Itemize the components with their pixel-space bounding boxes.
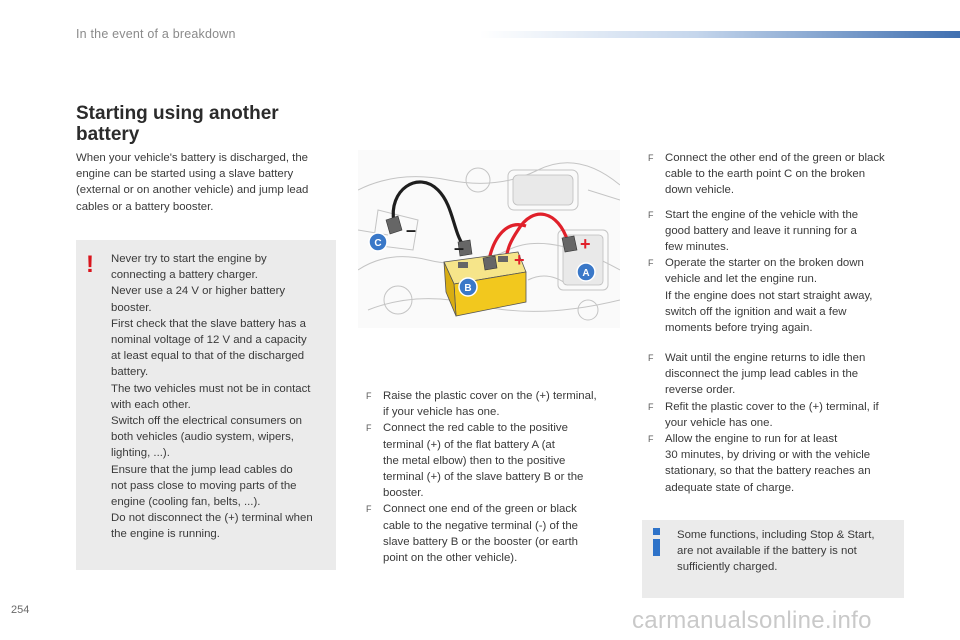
bullet-icon: F [648,353,654,363]
step-line: moments before trying again. [665,322,813,335]
bullet-icon: F [366,423,372,434]
warning-line: nominal voltage of 12 V and a capacity [111,334,307,347]
title-line-2: battery [76,124,140,145]
step-line: switch off the ignition and wait a few [665,305,847,318]
step-line: terminal (+) of the slave battery B or the [383,471,584,484]
header-gradient-bar [480,31,960,38]
step-line: Wait until the engine returns to idle then [665,352,866,364]
warning-line: both vehicles (audio system, wipers, [111,431,294,444]
info-text [677,527,899,576]
warning-line: the engine is running. [111,528,220,541]
step-line: cable to the earth point C on the broken [665,168,866,181]
steps-list-right-bottom [648,350,910,496]
step-line: If the engine does not start straight away, [665,289,873,302]
step-line: 30 minutes, by driving or with the vehicle [665,449,871,462]
warning-text [111,251,333,543]
step-line: Connect one end of the green or black [383,503,577,516]
step-line: disconnect the jump lead cables in the [665,368,859,381]
step-line: if your vehicle has one. [383,406,500,419]
section-header: In the event of a breakdown [76,27,236,41]
step-item [648,431,910,496]
step-item [366,388,616,420]
warning-line: The two vehicles must not be in contact [111,382,311,395]
info-box [642,520,904,598]
warning-line: Never use a 24 V or higher battery [111,285,286,298]
info-line: are not available if the battery is not [677,545,857,558]
warning-box [76,240,336,570]
step-line: slave battery B or the booster (or earth [383,535,579,548]
minus-sign-b: – [454,238,465,258]
info-icon [652,528,662,562]
warning-line: connecting a battery charger. [111,269,258,282]
label-b [459,278,477,296]
step-line: stationary, so that the battery reaches an [665,465,871,478]
label-a-text: A [582,268,590,279]
step-line: booster. [383,487,424,500]
step-line: Operate the starter on the broken down [665,257,864,270]
warning-line: Never try to start the engine by [111,253,267,265]
label-c-text: C [374,238,382,249]
plus-sign-a: + [580,234,591,254]
warning-line: Switch off the electrical consumers on [111,415,302,428]
page-title [76,103,346,145]
warning-line: at least equal to that of the discharged [111,350,305,363]
step-line: good battery and leave it running for a [665,224,857,237]
page-number: 254 [11,604,30,616]
warning-exclamation-icon: ! [86,251,94,278]
steps-list-right-top [648,150,910,336]
step-line: Refit the plastic cover to the (+) terminal, if [665,400,879,413]
step-line: terminal (+) of the flat battery A (at [383,438,555,451]
bullet-icon: F [648,434,654,445]
info-line: sufficiently charged. [677,561,778,574]
step-line: Start the engine of the vehicle with the [665,208,859,221]
step-line: point on the other vehicle). [383,552,518,565]
step-item [648,207,910,256]
warning-line: Ensure that the jump lead cables do [111,463,293,476]
warning-line: booster. [111,301,152,314]
warning-line: Do not disconnect the (+) terminal when [111,512,313,525]
watermark: carmanualsonline.info [632,607,872,634]
bullet-icon: F [648,153,654,163]
warning-line: with each other. [111,398,191,411]
jump-start-illustration [358,150,620,328]
minus-sign-c: – [406,220,417,240]
step-line: Connect the other end of the green or black [665,152,885,164]
step-item [648,150,910,199]
step-line: down vehicle. [665,184,735,197]
label-b-text: B [464,283,472,294]
step-line: cable to the negative terminal (-) of the [383,519,579,532]
step-item [366,420,616,501]
info-line: Some functions, including Stop & Start, [677,529,875,541]
warning-line: lighting, ...). [111,447,170,460]
step-line: the metal elbow) then to the positive [383,454,566,467]
label-c [369,233,387,251]
plus-sign-b: + [514,250,525,270]
intro-paragraph: When your vehicle's battery is discharged, the engine can be started using a slave battery (external or on another vehicle) and jump lead cables or a battery booster. [76,152,309,213]
bullet-icon: F [648,209,654,220]
bullet-icon: F [366,504,372,515]
warning-line: engine (cooling fan, belts, ...). [111,496,261,509]
label-a [577,263,595,281]
step-item [648,255,910,336]
step-line: few minutes. [665,241,729,254]
step-item [648,350,910,399]
bullet-icon: F [648,258,654,269]
steps-list-middle [366,388,616,566]
engine-bay-drawing [358,150,620,328]
warning-line: not pass close to moving parts of the [111,479,297,492]
step-line: Raise the plastic cover on the (+) terminal, [383,390,597,402]
step-line: your vehicle has one. [665,416,773,429]
title-line-1: Starting using another [76,103,279,124]
step-line: reverse order. [665,384,736,397]
warning-line: First check that the slave battery has a [111,317,306,330]
step-item [366,501,616,566]
step-line: adequate state of charge. [665,481,795,494]
bullet-icon: F [648,401,654,412]
step-line: Connect the red cable to the positive [383,422,568,435]
bullet-icon: F [366,391,372,401]
step-line: Allow the engine to run for at least [665,433,838,446]
step-item [648,399,910,431]
step-line: vehicle and let the engine run. [665,273,817,286]
warning-line: battery. [111,366,149,379]
